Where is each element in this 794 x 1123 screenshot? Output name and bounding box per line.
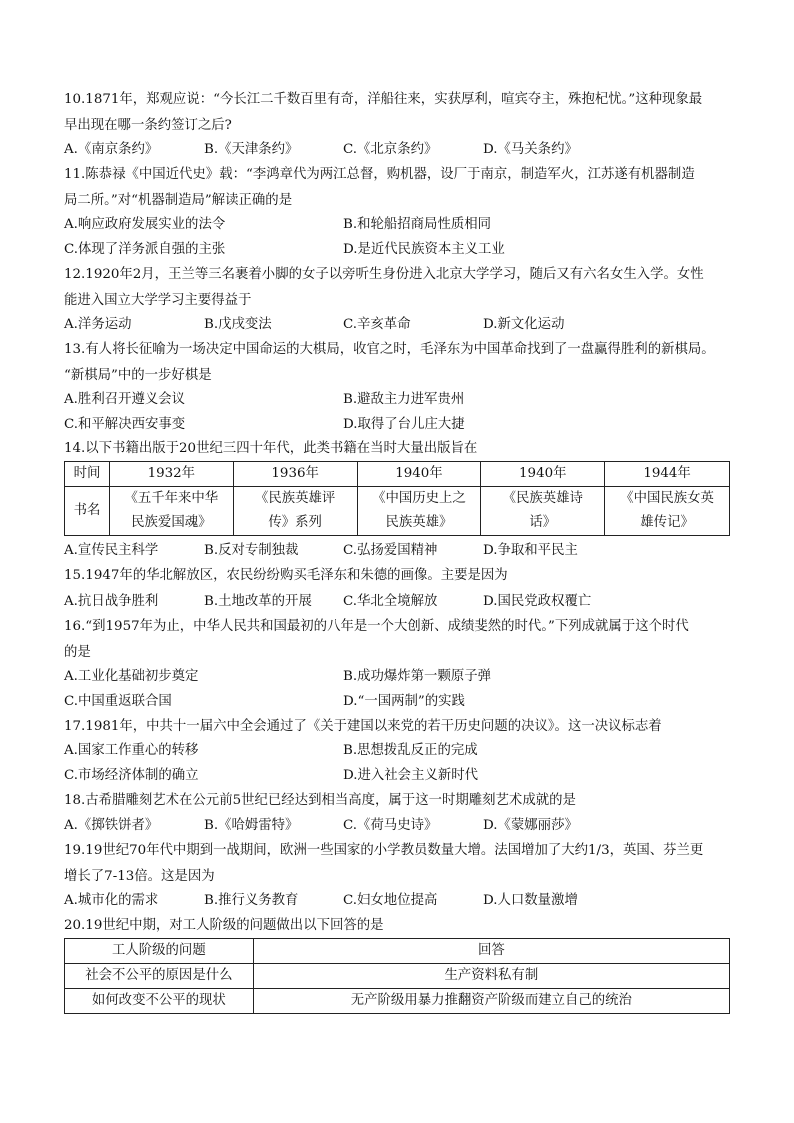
question-13-options-row2 [64, 412, 744, 437]
table-cell: 1932年 [109, 462, 233, 487]
option-b: B.戊戌变法 [204, 317, 272, 332]
option-b: B.《天津条约》 [204, 142, 299, 157]
books-table [64, 461, 730, 536]
question-10 [64, 87, 744, 138]
option-c: C.体现了洋务派自强的主张 [64, 242, 226, 257]
question-text-line: 的是 [64, 644, 91, 660]
table-header-cell: 工人阶级的问题 [65, 939, 254, 964]
option-b: B.土地改革的开展 [204, 594, 312, 609]
option-a: A.《南京条约》 [64, 142, 159, 157]
option-d: D.“一国两制”的实践 [343, 694, 465, 709]
question-16-options-row1 [64, 664, 744, 689]
option-d: D.人口数量激增 [483, 893, 578, 908]
option-c: C.《北京条约》 [343, 142, 438, 157]
question-text-line: 13.有人将长征喻为一场决定中国命运的大棋局，收官之时，毛泽东为中国革命找到了一盘赢得胜利的新棋局。 [64, 342, 715, 357]
question-text-line: 20.19世纪中期，对工人阶级的问题做出以下回答的是 [64, 918, 384, 933]
book-title-line: 传》系列 [268, 515, 322, 530]
question-18 [64, 788, 744, 814]
option-a: A.响应政府发展实业的法令 [64, 217, 226, 232]
book-title-line: 《民族英雄诗 [502, 491, 583, 506]
option-c: C.市场经济体制的确立 [64, 768, 199, 783]
question-text-line: 增长了7-13倍。这是因为 [64, 868, 215, 884]
question-text-line: 10.1871年，郑观应说：“今长江二千数百里有奇，洋船往来，实获厚利，喧宾夺主，殊抱杞忧。”这种现象最 [64, 92, 703, 107]
table-cell: 1940年 [481, 462, 605, 487]
question-14 [64, 436, 744, 462]
option-c: C.弘扬爱国精神 [343, 543, 438, 558]
question-20 [64, 913, 744, 939]
question-13-options-row1 [64, 387, 744, 412]
option-a: A.宣传民主科学 [64, 543, 159, 558]
option-b: B.反对专制独裁 [204, 543, 299, 558]
option-b: B.和轮船招商局性质相同 [343, 217, 492, 232]
question-15 [64, 563, 744, 589]
question-text-line: 18.古希腊雕刻艺术在公元前5世纪已经达到相当高度，属于这一时期雕刻艺术成就的是 [64, 793, 576, 808]
question-text-line: 14.以下书籍出版于20世纪三四十年代，此类书籍在当时大量出版旨在 [64, 441, 478, 456]
question-13 [64, 337, 744, 388]
table-header-cell: 时间 [65, 462, 110, 487]
book-title-line: 雄传记》 [640, 515, 694, 530]
option-c: C.和平解决西安事变 [64, 417, 186, 432]
book-title-line: 《五千年来中华 [124, 491, 219, 506]
table-cell [233, 487, 357, 536]
option-c: C.妇女地位提高 [343, 893, 438, 908]
option-d: D.取得了台儿庄大捷 [343, 417, 465, 432]
question-14-options [64, 538, 744, 563]
table-cell: 生产资料私有制 [253, 964, 729, 989]
question-11-options-row2 [64, 237, 744, 262]
question-16-options-row2 [64, 689, 744, 714]
option-a: A.洋务运动 [64, 317, 132, 332]
question-text-line: 16.“到1957年为止，中华人民共和国最初的八年是一个大创新、成绩斐然的时代。”下列成就属于这个时代 [64, 619, 689, 634]
book-title-line: 民族英雄》 [385, 515, 453, 530]
option-b: B.避敌主力进军贵州 [343, 392, 465, 407]
book-title-line: 《中国民族女英 [620, 491, 714, 506]
table-cell: 1940年 [357, 462, 481, 487]
book-title-line: 话》 [529, 515, 557, 530]
option-a: A.城市化的需求 [64, 893, 159, 908]
table-cell: 社会不公平的原因是什么 [65, 964, 254, 989]
question-17-options-row1 [64, 738, 744, 763]
book-title-line: 《民族英雄评 [254, 491, 336, 506]
option-c: C.华北全境解放 [343, 594, 438, 609]
option-d: D.进入社会主义新时代 [343, 768, 479, 783]
table-row [65, 964, 730, 989]
table-cell: 1936年 [233, 462, 357, 487]
option-d: D.《马关条约》 [483, 142, 578, 157]
option-d: D.国民党政权覆亡 [483, 594, 592, 609]
table-cell: 1944年 [605, 462, 730, 487]
question-17 [64, 714, 744, 740]
option-d: D.新文化运动 [483, 317, 565, 332]
table-cell: 如何改变不公平的现状 [65, 989, 254, 1014]
table-cell [109, 487, 233, 536]
question-16 [64, 614, 744, 665]
question-text-line: “新棋局”中的一步好棋是 [64, 367, 212, 383]
question-text-line: 17.1981年，中共十一届六中全会通过了《关于建国以来党的若干历史问题的决议》。这一决议标志着 [64, 719, 662, 734]
table-row [65, 989, 730, 1014]
option-c: C.中国重返联合国 [64, 694, 172, 709]
option-b: B.成功爆炸第一颗原子弹 [343, 669, 492, 684]
book-title-line: 《中国历史上之 [372, 491, 466, 506]
question-text-line: 能进入国立大学学习主要得益于 [64, 292, 252, 308]
option-c: C.《荷马史诗》 [343, 818, 438, 833]
question-19-options [64, 888, 744, 913]
question-12-options [64, 312, 744, 337]
question-text-line: 12.1920年2月，王兰等三名裹着小脚的女子以旁听生身份进入北京大学学习，随后又有六名女生入学。女性 [64, 267, 704, 282]
option-a: A.抗日战争胜利 [64, 594, 159, 609]
option-a: A.国家工作重心的转移 [64, 743, 199, 758]
table-cell [605, 487, 730, 536]
question-10-options [64, 137, 744, 162]
answers-table [64, 938, 730, 1014]
option-d: D.《蒙娜丽莎》 [483, 818, 578, 833]
question-text-line: 19.19世纪70年代中期到一战期间，欧洲一些国家的小学教员数量大增。法国增加了大约1/3，英国、芬兰更 [64, 843, 704, 858]
question-text-line: 11.陈恭禄《中国近代史》载：“李鸿章代为两江总督，购机器，设厂于南京，制造军火，江苏遂有机器制造 [64, 167, 695, 182]
option-b: B.《哈姆雷特》 [204, 818, 299, 833]
table-row [65, 487, 730, 536]
table-header-cell: 书名 [65, 487, 110, 536]
option-a: A.工业化基础初步奠定 [64, 669, 199, 684]
table-cell [357, 487, 481, 536]
table-cell: 无产阶级用暴力推翻资产阶级而建立自己的统治 [253, 989, 729, 1014]
question-11 [64, 162, 744, 213]
question-17-options-row2 [64, 763, 744, 788]
option-d: D.是近代民族资本主义工业 [343, 242, 505, 257]
question-19 [64, 838, 744, 889]
question-text-line: 局二所。”对“机器制造局”解读正确的是 [64, 192, 293, 208]
question-12 [64, 262, 744, 313]
table-header-cell: 回答 [253, 939, 729, 964]
option-a: A.胜利召开遵义会议 [64, 392, 186, 407]
question-text-line: 早出现在哪一条约签订之后? [64, 117, 232, 133]
question-text-line: 15.1947年的华北解放区，农民纷纷购买毛泽东和朱德的画像。主要是因为 [64, 568, 508, 583]
question-11-options-row1 [64, 212, 744, 237]
table-row [65, 939, 730, 964]
table-row [65, 462, 730, 487]
option-b: B.思想拨乱反正的完成 [343, 743, 478, 758]
option-c: C.辛亥革命 [343, 317, 411, 332]
question-18-options [64, 813, 744, 838]
book-title-line: 民族爱国魂》 [131, 515, 212, 530]
question-15-options [64, 589, 744, 614]
option-a: A.《掷铁饼者》 [64, 818, 159, 833]
table-cell [481, 487, 605, 536]
option-d: D.争取和平民主 [483, 543, 578, 558]
option-b: B.推行义务教育 [204, 893, 299, 908]
